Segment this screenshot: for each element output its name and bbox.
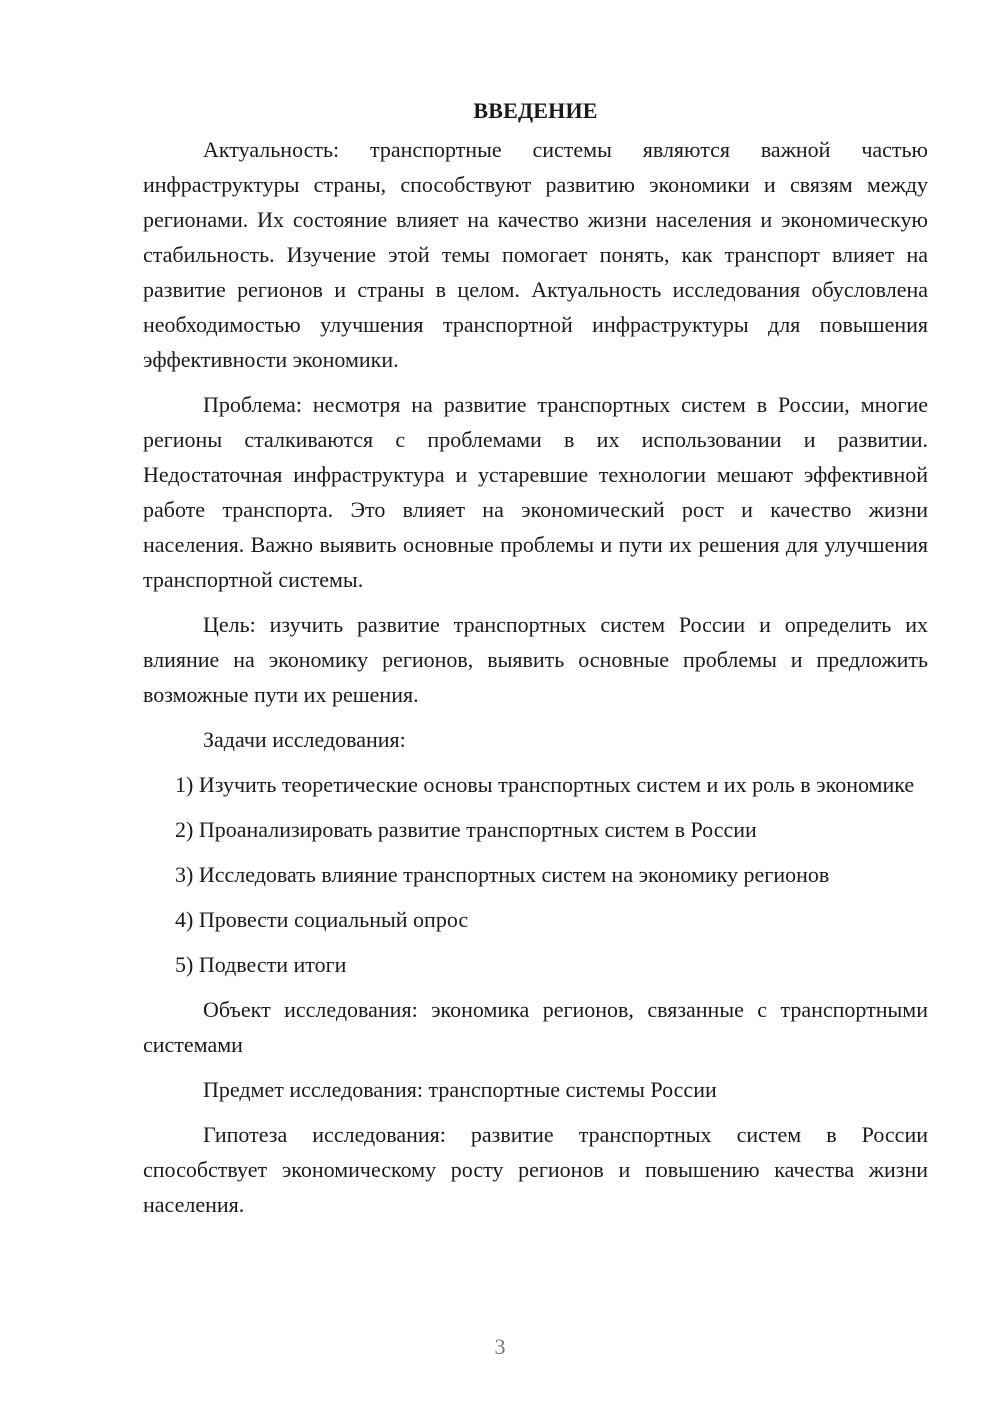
list-item: 3) Исследовать влияние транспортных систем на экономику регионов bbox=[175, 862, 830, 887]
hypothesis-paragraph: Гипотеза исследования: развитие транспортных систем в России способствует экономическому росту регионов и повышению качества жизни населения. bbox=[143, 1122, 928, 1217]
list-item: 4) Провести социальный опрос bbox=[175, 907, 469, 932]
tasks-list bbox=[143, 767, 928, 982]
object-paragraph: Объект исследования: экономика регионов, связанные с транспортными системами bbox=[143, 997, 928, 1057]
subject-paragraph: Предмет исследования: транспортные системы России bbox=[203, 1077, 717, 1102]
page-number: 3 bbox=[494, 1334, 506, 1359]
list-item: 5) Подвести итоги bbox=[175, 952, 347, 977]
goal-paragraph: Цель: изучить развитие транспортных систем России и определить их влияние на экономику регионов, выявить основные проблемы и предложить возможные пути их решения. bbox=[143, 612, 928, 707]
list-item: 1) Изучить теоретические основы транспортных систем и их роль в экономике bbox=[175, 772, 915, 797]
relevance-paragraph: Актуальность: транспортные системы являются важной частью инфраструктуры страны, способствуют развитию экономики и связям между регионами. Их состояние влияет на качество жизни населения и экономическую стабильность. Изучение этой темы помогает понять, как транспорт влияет на развитие регионов и страны в целом. Актуальность исследования обусловлена необходимостью улучшения транспортной инфраструктуры для повышения эффективности экономики. bbox=[143, 137, 928, 372]
section-title: ВВЕДЕНИЕ bbox=[473, 98, 598, 123]
document-page bbox=[143, 96, 928, 1232]
list-item: 2) Проанализировать развитие транспортных систем в России bbox=[175, 817, 757, 842]
problem-paragraph: Проблема: несмотря на развитие транспортных систем в России, многие регионы сталкиваются с проблемами в их использовании и развитии. Недостаточная инфраструктура и устаревшие технологии мешают эффективной работе транспорта. Это влияет на экономический рост и качество жизни населения. Важно выявить основные проблемы и пути их решения для улучшения транспортной системы. bbox=[143, 392, 928, 592]
tasks-heading: Задачи исследования: bbox=[203, 727, 406, 752]
